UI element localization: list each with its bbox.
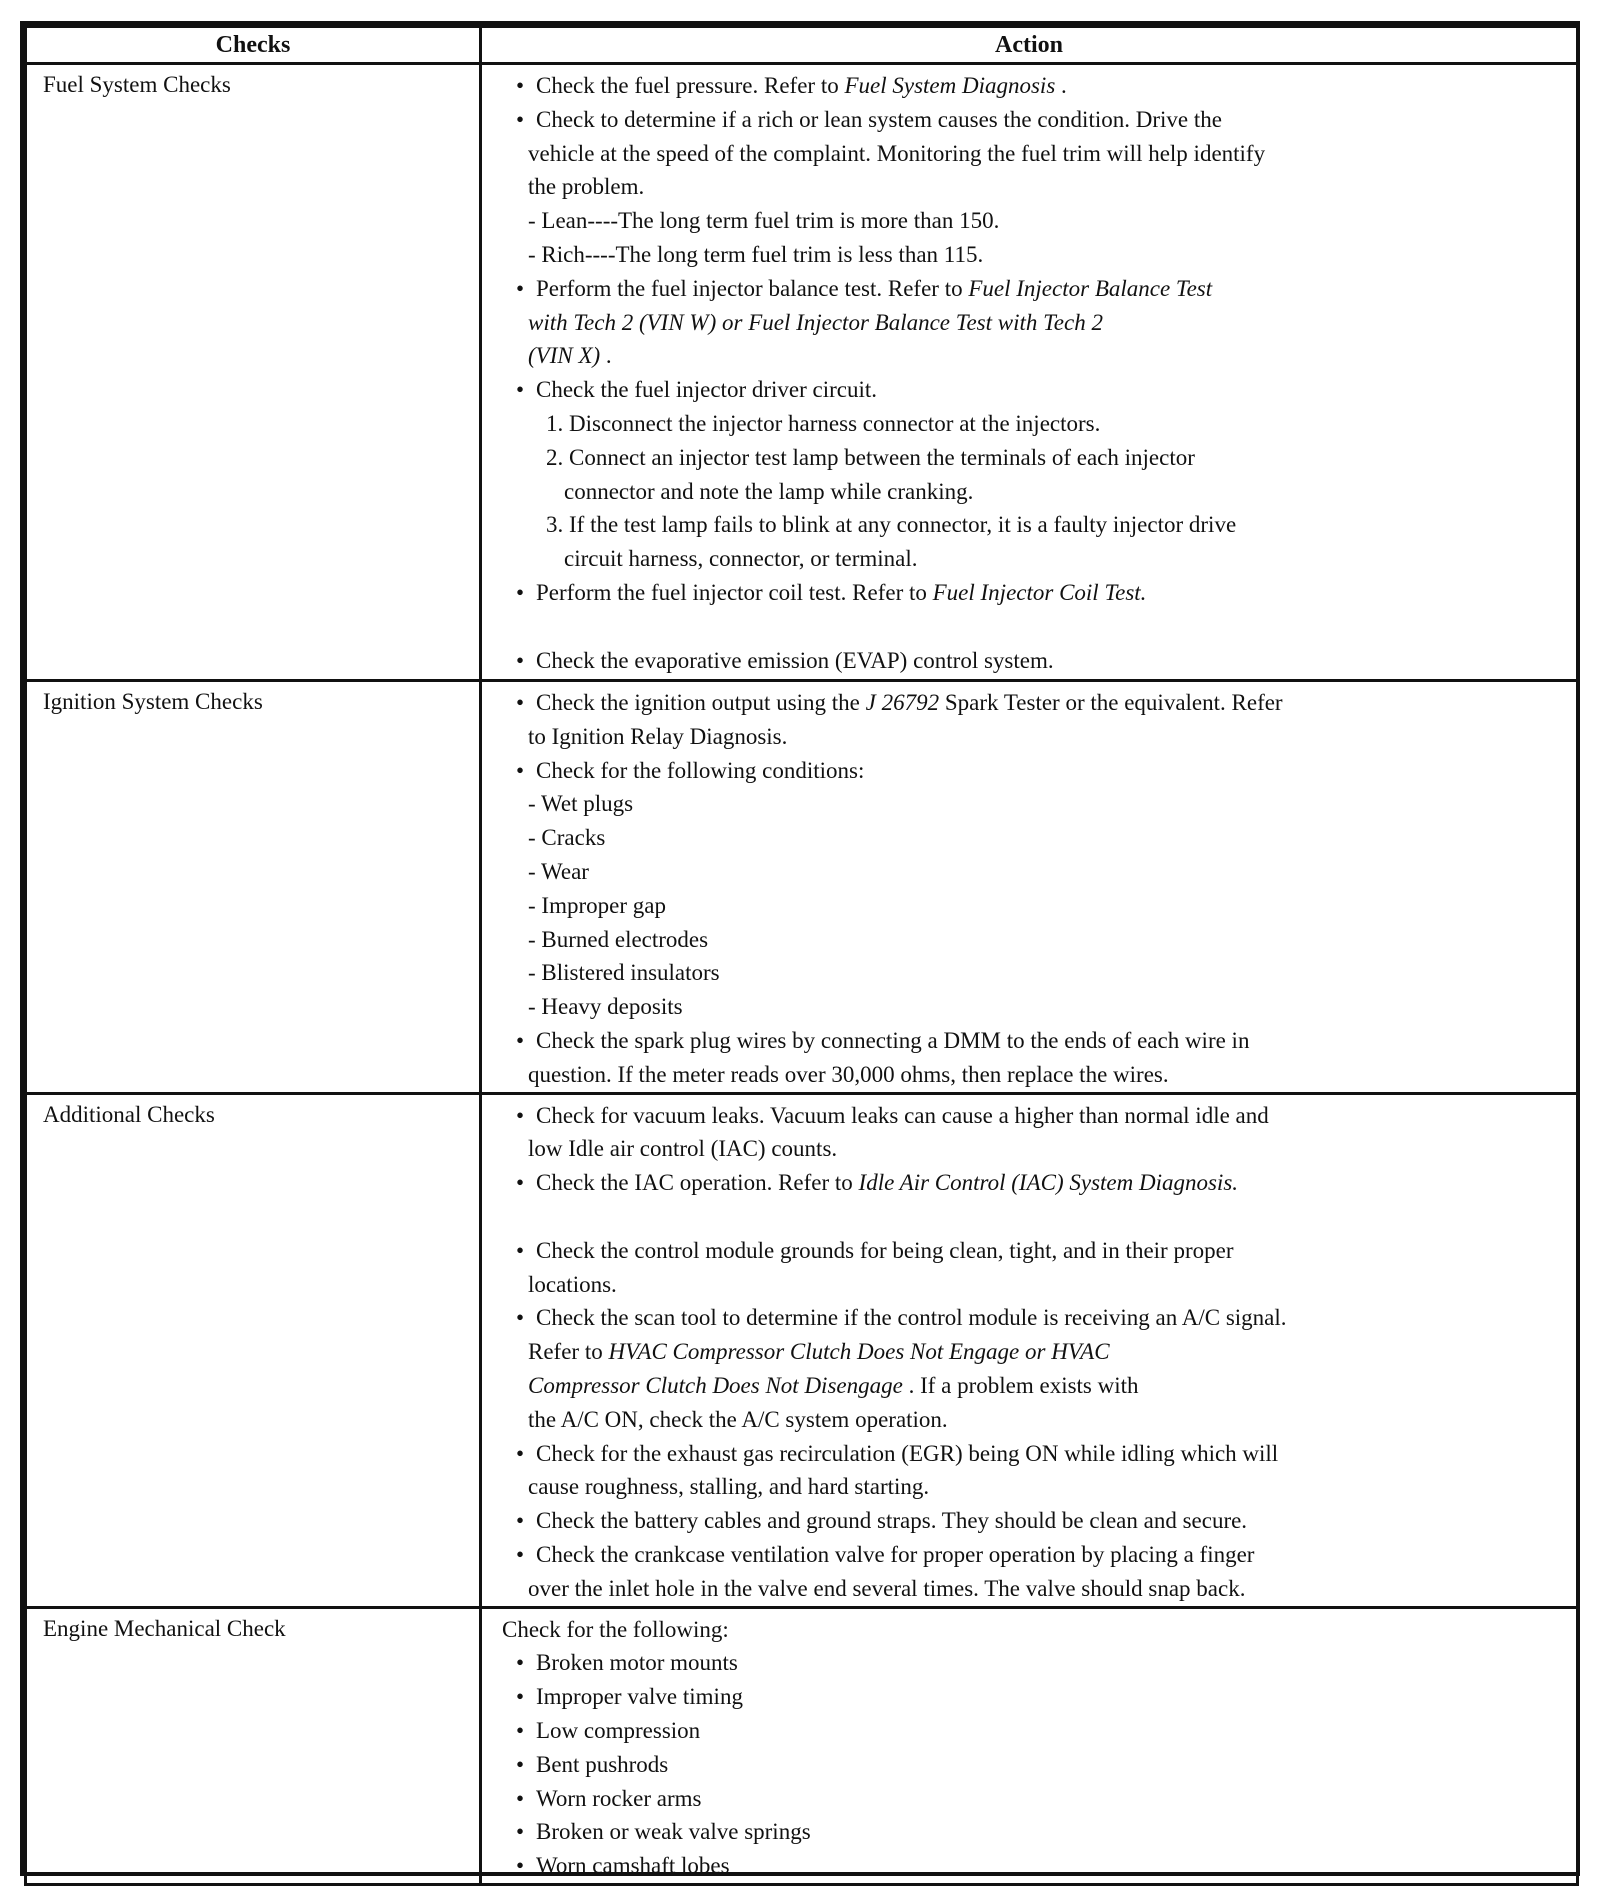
action-subline: - Improper gap (528, 892, 666, 918)
reference-link: HVAC Compressor Clutch Does Not Engage or HVAC (608, 1339, 1110, 1365)
reference-link: Compressor Clutch Does Not Disengage (528, 1372, 903, 1398)
reference-link: with Tech 2 (VIN W) or Fuel Injector Balance Test with Tech 2 (528, 309, 1103, 335)
check-label-engine-mechanical: Engine Mechanical Check (26, 1607, 481, 1884)
action-line: • Check the battery cables and ground straps. They should be clean and secure. (502, 1504, 1576, 1538)
action-line: vehicle at the speed of the complaint. Monitoring the fuel trim will help identify (528, 140, 1266, 166)
header-action: Action (481, 27, 1578, 64)
action-line: locations. (528, 1271, 617, 1297)
action-cell-additional (481, 1093, 1578, 1607)
action-line: • Check the fuel pressure. Refer to Fuel System Diagnosis . (502, 69, 1576, 103)
action-subline: - Cracks (528, 825, 606, 851)
action-line: question. If the meter reads over 30,000 ohms, then replace the wires. (528, 1061, 1169, 1087)
action-subline: - Blistered insulators (528, 960, 720, 986)
bullet-icon: • (516, 1785, 525, 1811)
bullet-icon: • (516, 579, 525, 605)
action-line: • Perform the fuel injector coil test. Refer to Fuel Injector Coil Test. (502, 576, 1576, 610)
action-subline: - Lean----The long term fuel trim is more than 150. (528, 208, 1000, 234)
action-line: over the inlet hole in the valve end several times. The valve should snap back. (528, 1575, 1246, 1601)
action-step: connector and note the lamp while cranking. (564, 478, 974, 504)
list-item: • Broken motor mounts (502, 1646, 1576, 1680)
action-line: • Check the ignition output using the J 26792 Spark Tester or the equivalent. Refer (502, 686, 1576, 720)
action-step: 2. Connect an injector test lamp between the terminals of each injector (546, 444, 1195, 470)
action-cell-fuel-system (481, 64, 1578, 681)
check-label-additional: Additional Checks (26, 1093, 481, 1607)
action-line: Compressor Clutch Does Not Disengage . If a problem exists with (528, 1372, 1139, 1398)
bullet-icon: • (516, 1717, 525, 1743)
table-header-row (26, 27, 1578, 64)
diagnostic-checks-table (24, 25, 1579, 1886)
action-line: (VIN X) . (528, 343, 612, 369)
bullet-icon: • (516, 73, 525, 98)
bullet-icon: • (516, 1684, 525, 1710)
action-line: Refer to HVAC Compressor Clutch Does Not Engage or HVAC (528, 1339, 1110, 1365)
action-line: to Ignition Relay Diagnosis. (528, 723, 788, 749)
action-line: • Check the spark plug wires by connecting a DMM to the ends of each wire in (502, 1024, 1576, 1058)
bullet-icon: • (516, 1440, 525, 1466)
bullet-icon: • (516, 106, 525, 132)
list-item: • Bent pushrods (502, 1748, 1576, 1782)
action-step: 1. Disconnect the injector harness connector at the injectors. (546, 410, 1101, 436)
bullet-icon: • (516, 1650, 525, 1676)
action-line: • Check to determine if a rich or lean system causes the condition. Drive the (502, 103, 1576, 137)
reference-link: Fuel System Diagnosis (844, 73, 1056, 98)
bullet-icon: • (516, 1027, 525, 1053)
action-line: the A/C ON, check the A/C system operation. (528, 1406, 948, 1432)
check-label-fuel-system: Fuel System Checks (26, 64, 481, 681)
reference-link: J 26792 (865, 690, 940, 715)
action-line: • Check for the exhaust gas recirculation (EGR) being ON while idling which will (502, 1437, 1576, 1471)
action-line: • Check for the following conditions: (502, 754, 1576, 788)
bullet-icon: • (516, 1305, 525, 1331)
action-line: • Check the scan tool to determine if the control module is receiving an A/C signal. (502, 1301, 1576, 1335)
bullet-icon: • (516, 1102, 525, 1128)
bullet-icon: • (516, 1508, 525, 1534)
bullet-icon: • (516, 1541, 525, 1567)
bullet-icon: • (516, 757, 525, 783)
check-label-ignition-system: Ignition System Checks (26, 681, 481, 1094)
action-line: • Check the crankcase ventilation valve for proper operation by placing a finger (502, 1538, 1576, 1572)
reference-link: Fuel Injector Balance Test (968, 275, 1213, 301)
table-row-engine-mechanical (26, 1607, 1578, 1884)
action-subline: - Wet plugs (528, 791, 634, 817)
reference-link: Idle Air Control (IAC) System Diagnosis. (858, 1170, 1239, 1196)
bullet-icon: • (516, 1853, 525, 1879)
action-line: • Check the IAC operation. Refer to Idle Air Control (IAC) System Diagnosis. (502, 1166, 1576, 1200)
bullet-icon: • (516, 1751, 525, 1777)
bullet-icon: • (516, 275, 525, 301)
bullet-icon: • (516, 1819, 525, 1845)
action-line: the problem. (528, 174, 645, 200)
header-checks: Checks (26, 27, 481, 64)
checks-table-frame (20, 21, 1580, 1879)
table-row-ignition-system (26, 681, 1578, 1094)
action-step: 3. If the test lamp fails to blink at any connector, it is a faulty injector drive (546, 512, 1237, 538)
bullet-icon: • (516, 690, 525, 715)
action-intro: Check for the following: (502, 1616, 729, 1642)
list-item: • Worn rocker arms (502, 1782, 1576, 1816)
action-line: • Check the fuel injector driver circuit. (502, 373, 1576, 407)
action-subline: - Burned electrodes (528, 926, 709, 952)
list-item: • Broken or weak valve springs (502, 1815, 1576, 1849)
action-line: • Check the control module grounds for being clean, tight, and in their proper (502, 1234, 1576, 1268)
list-item: • Low compression (502, 1714, 1576, 1748)
list-item: • Worn camshaft lobes (502, 1849, 1576, 1883)
bullet-icon: • (516, 647, 525, 673)
action-line: • Check for vacuum leaks. Vacuum leaks can cause a higher than normal idle and (502, 1099, 1576, 1133)
list-item: • Improper valve timing (502, 1680, 1576, 1714)
action-line: • Check the evaporative emission (EVAP) control system. (502, 644, 1576, 678)
action-line: low Idle air control (IAC) counts. (528, 1136, 838, 1162)
bullet-icon: • (516, 377, 525, 403)
action-subline: - Heavy deposits (528, 994, 683, 1020)
bullet-icon: • (516, 1237, 525, 1263)
action-cell-ignition-system (481, 681, 1578, 1094)
reference-link: Fuel Injector Coil Test. (932, 579, 1147, 605)
table-row-fuel-system (26, 64, 1578, 681)
table-row-additional (26, 1093, 1578, 1607)
action-subline: - Rich----The long term fuel trim is less than 115. (528, 241, 984, 267)
action-line: • Perform the fuel injector balance test. Refer to Fuel Injector Balance Test (502, 272, 1576, 306)
action-step: circuit harness, connector, or terminal. (564, 546, 918, 572)
action-line: cause roughness, stalling, and hard starting. (528, 1474, 930, 1500)
action-subline: - Wear (528, 858, 589, 884)
bullet-icon: • (516, 1170, 525, 1196)
action-cell-engine-mechanical (481, 1607, 1578, 1884)
reference-link: (VIN X) (528, 343, 601, 369)
